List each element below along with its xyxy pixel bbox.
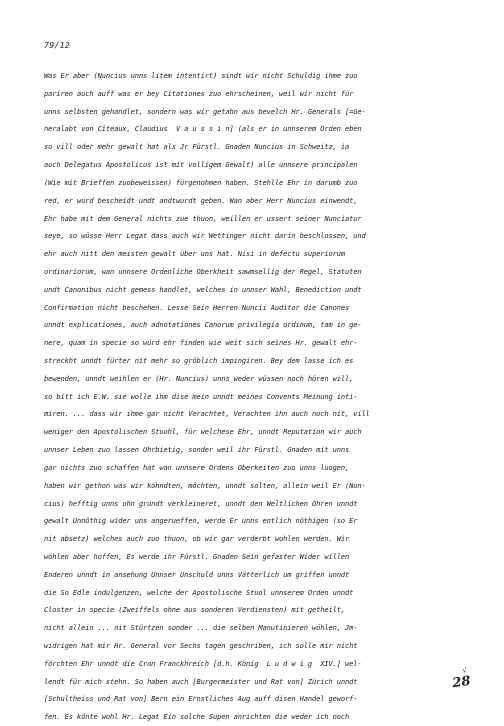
- text-line: nere, quam in specie so würd ehr finden wie weit sich seines Hr. gewalt ehr-: [44, 338, 358, 348]
- page-folio: 79/12: [44, 40, 70, 50]
- handwritten-page-number: [450, 667, 471, 691]
- text-line: ehr auch nitt den meisten gewalt über uns hat. Nisi in defectu superiorum: [44, 249, 345, 259]
- text-line: ordinariorum, wan unnsere Ordenliche Oberkheit sawmsellig der Regel, Statuten: [44, 266, 362, 276]
- text-line: pariren auch auff was er bey Citationes zuo ehrscheinen, weil wir nicht für: [44, 88, 354, 98]
- text-line: Closter in specie (Zweiffels ohne aus sonderen Verdiensten) mit getheilt,: [44, 605, 345, 615]
- text-line: unndt explicationes, auch adnotationes Canorum privilegia ordinum, tam in ge-: [44, 320, 362, 330]
- handwritten-number: 28: [451, 673, 472, 692]
- text-line: miren. ... dass wir ihme gar nicht Verachtet, Verachten ihn auch noch nit, vill: [44, 409, 370, 419]
- text-line: gar nichts zuo schaffen hat wan unnsere Ordens Oberkeiten zuo unns luogen,: [44, 462, 350, 472]
- text-line: so vill oder mehr gewalt hat als Jr Fürstl. Gnaden Nuncius in Schweitz, ia: [44, 142, 350, 152]
- text-line: die So Edle indulgenzen, welche der Apostolische Stuol unnserem Orden unndt: [44, 587, 354, 597]
- text-line: nicht allein ... nit Stürtzen sonder ... die selben Manutinieren wöhlen, Jm-: [44, 623, 358, 633]
- text-line: unns selbsten gehandlet, sondern was wir getahn aus bevelch Hr. Generals [=Ge-: [44, 106, 366, 116]
- text-line: Was Er aber (Nuncius unns litem intentirt) sindt wir nicht Schuldig ihme zuo: [44, 71, 358, 80]
- text-line: unnser Leben zuo lassen Uhrbietig, sonder weil ihr Fürstl. Gnaden mit unns: [44, 445, 350, 455]
- text-line: streckht unndt fürter nit mehr so gröblich impingiren. Bey dem lasse ich es: [44, 356, 354, 365]
- text-line: lendt für mich stehn. So haben auch [Burgermeister und Rat von] Zürich unndt: [44, 676, 358, 686]
- text-line: widrigen hat mir Hr. General vor Sechs tagen geschriben, ich solle mir nicht: [44, 641, 358, 650]
- body-text: [44, 67, 464, 726]
- text-line: Ehr habe mit dem General nichts zue thuon, weillen er ussert seiner Nunciatur: [44, 213, 362, 223]
- text-line: bewenden, unndt weihlen er (Hr. Nuncius) unns weder wüssen noch hören will,: [44, 373, 354, 383]
- text-line: so bitt ich E.W. sie wolle ihm dise mein unndt meines Convents Meinung inti-: [44, 391, 358, 401]
- text-line: weniger den Apostolischen Stuohl, für welchese Ehr, unndt Reputation wir auch: [44, 427, 362, 437]
- text-line: (Wie mit Brieffen zuobeweissen) fürgenohmen haben. Stehlle Ehr in darumb zuo: [44, 177, 358, 187]
- text-line: red, er wurd bescheidt undt andtwurdt geben. Wan aber Herr Nuncius einwendt,: [44, 195, 358, 205]
- text-line: seye, so wüsse Herr Legat dass auch wir Wettinger nicht darin beschlossen, und: [44, 231, 366, 241]
- text-line: undt Canonibus nicht gemess handlet, welches in unnser Wahl, Benediction undt: [44, 284, 362, 294]
- text-line: förchten Ehr unndt die Cron Franckhreich [d.h. König L u d w i g XIV.] wel-: [44, 658, 362, 668]
- text-line: Confirmation nicht beschehen. Lesse Sein Herren Nuncii Auditor die Canones: [44, 302, 350, 312]
- text-line: wöhlen aber hoffen, Es werde ihr Fürstl. Gnaden Sein gefaster Wider willen: [44, 551, 350, 561]
- text-line: haben wir gethon was wir köhndten, möchten, unndt solten, allein weil Er (Nun-: [44, 480, 366, 490]
- text-line: [Schultheiss und Rat von] Bern ein Ernstliches Aug auff disen Handel geworf-: [44, 694, 358, 704]
- text-line: cius) hefftig unns ohn grundt verkleineret, unndt den Weltlichen Ohren unndt: [44, 498, 358, 508]
- text-line: neralabt von Cîteaux, Claudius V a u s s i n] (als er in unnserem Orden eben: [44, 124, 362, 134]
- text-line: gewalt Unnöthig wider uns angerueffen, werde Er unns entlich nöthigen (so Er: [44, 516, 358, 526]
- text-line: auch Delegatus Apostolicus ist mit volligem Gewalt) alle unnsere principalen: [44, 160, 358, 170]
- check-mark-icon: √: [461, 666, 468, 675]
- text-line: fen. Es könte wohl Hr. Legat Ein solche Supen anrichten die weder ich noch: [44, 712, 350, 722]
- text-line: Enderen unndt in ansehung Unnser Unschuld unns Vätterlich um griffen unndt: [44, 569, 350, 579]
- text-line: nit absetz) welches auch zuo thuon, ob wir gar verderbt wohlen werden. Wir: [44, 534, 350, 544]
